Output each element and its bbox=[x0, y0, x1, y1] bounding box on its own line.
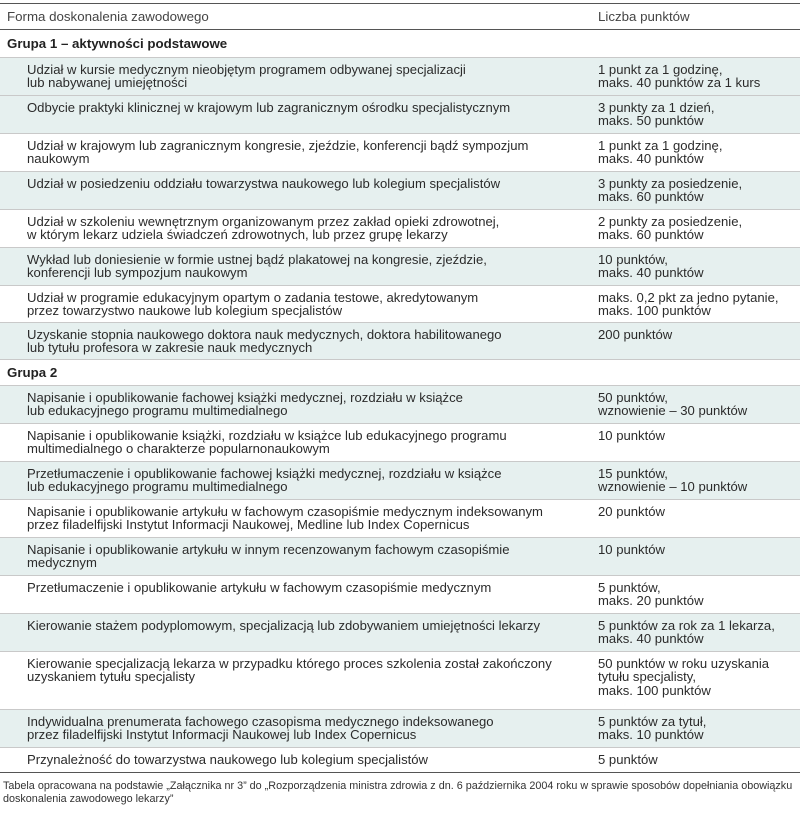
row-points: 5 punktów za tytuł, maks. 10 punktów bbox=[598, 714, 707, 743]
row-form: Uzyskanie stopnia naukowego doktora nauk medycznych, doktora habilitowanego lub tytułu profesora w zakresie nauk medycznych bbox=[27, 327, 502, 356]
row-points: 5 punktów bbox=[598, 752, 658, 767]
table-row bbox=[0, 748, 800, 773]
group-2-title: Grupa 2 bbox=[7, 365, 58, 380]
row-points: 10 punktów, maks. 40 punktów bbox=[598, 252, 704, 281]
row-points: 3 punkty za 1 dzień, maks. 50 punktów bbox=[598, 100, 715, 129]
table-row bbox=[0, 576, 800, 614]
table-row bbox=[0, 386, 800, 424]
table-row bbox=[0, 614, 800, 652]
row-form: Udział w szkoleniu wewnętrznym organizowanym przez zakład opieki zdrowotnej, w którym lekarz udziela świadczeń zdrowotnych, lub przez grupę lekarzy bbox=[27, 214, 500, 243]
row-points: 200 punktów bbox=[598, 327, 673, 342]
row-form: Udział w krajowym lub zagranicznym kongresie, zjeździe, konferencji bądź sympozjum naukowym bbox=[27, 138, 529, 167]
row-points: 3 punkty za posiedzenie, maks. 60 punktów bbox=[598, 176, 743, 205]
table-row bbox=[0, 248, 800, 286]
table-row bbox=[0, 652, 800, 710]
row-form: Kierowanie specjalizacją lekarza w przypadku którego proces szkolenia został zakończony uzyskaniem tytułu specjalisty bbox=[27, 656, 552, 685]
table-row bbox=[0, 96, 800, 134]
table-row bbox=[0, 538, 800, 576]
table-row bbox=[0, 58, 800, 96]
row-form: Przetłumaczenie i opublikowanie artykułu w fachowym czasopiśmie medycznym bbox=[27, 580, 492, 595]
row-points: 1 punkt za 1 godzinę, maks. 40 punktów za 1 kurs bbox=[598, 62, 761, 91]
table-footnote: Tabela opracowana na podstawie „Załącznika nr 3” do „Rozporządzenia ministra zdrowia z dn. 6 października 2004 roku w sprawie sposobów dopełniania obowiązku doskonalenia zawodowego lekarzy” bbox=[3, 780, 793, 805]
table-row bbox=[0, 710, 800, 748]
row-form: Napisanie i opublikowanie artykułu w fachowym czasopiśmie medycznym indeksowanym przez filadelfijski Instytut Informacji Naukowej, Medline lub Index Copernicus bbox=[27, 504, 543, 533]
table-row bbox=[0, 172, 800, 210]
header-points: Liczba punktów bbox=[598, 9, 690, 24]
table-row bbox=[0, 210, 800, 248]
row-form: Napisanie i opublikowanie książki, rozdziału w książce lub edukacyjnego programu multimedialnego o charakterze popularnonaukowym bbox=[27, 428, 507, 457]
row-points: 50 punktów w roku uzyskania tytułu specjalisty, maks. 100 punktów bbox=[598, 656, 770, 698]
table-row bbox=[0, 424, 800, 462]
group-1-title: Grupa 1 – aktywności podstawowe bbox=[7, 36, 228, 51]
row-points: 50 punktów, wznowienie – 30 punktów bbox=[598, 390, 748, 419]
row-form: Udział w programie edukacyjnym opartym o zadania testowe, akredytowanym przez towarzystwo naukowe lub kolegium specjalistów bbox=[27, 290, 479, 319]
row-points: 5 punktów za rok za 1 lekarza, maks. 40 punktów bbox=[598, 618, 775, 647]
row-form: Udział w posiedzeniu oddziału towarzystwa naukowego lub kolegium specjalistów bbox=[27, 176, 501, 191]
row-form: Napisanie i opublikowanie artykułu w innym recenzowanym fachowym czasopiśmie medycznym bbox=[27, 542, 510, 571]
row-points: 10 punktów bbox=[598, 428, 665, 443]
group-2-heading bbox=[0, 360, 800, 386]
row-points: 20 punktów bbox=[598, 504, 665, 519]
row-points: 1 punkt za 1 godzinę, maks. 40 punktów bbox=[598, 138, 723, 167]
table-row bbox=[0, 286, 800, 323]
row-points: 5 punktów, maks. 20 punktów bbox=[598, 580, 704, 609]
row-form: Wykład lub doniesienie w formie ustnej bądź plakatowej na kongresie, zjeździe, konferencji lub sympozjum naukowym bbox=[27, 252, 487, 281]
table-row bbox=[0, 134, 800, 172]
row-form: Napisanie i opublikowanie fachowej książki medycznej, rozdziału w książce lub edukacyjnego programu multimedialnego bbox=[27, 390, 463, 419]
row-points: 15 punktów, wznowienie – 10 punktów bbox=[598, 466, 748, 495]
row-points: 10 punktów bbox=[598, 542, 665, 557]
row-form: Przetłumaczenie i opublikowanie fachowej książki medycznej, rozdziału w książce lub edukacyjnego programu multimedialnego bbox=[27, 466, 502, 495]
row-points: 2 punkty za posiedzenie, maks. 60 punktów bbox=[598, 214, 743, 243]
row-form: Odbycie praktyki klinicznej w krajowym lub zagranicznym ośrodku specjalistycznym bbox=[27, 100, 511, 115]
group-1-heading bbox=[0, 30, 800, 58]
row-form: Kierowanie stażem podyplomowym, specjalizacją lub zdobywaniem umiejętności lekarzy bbox=[27, 618, 541, 633]
row-form: Udział w kursie medycznym nieobjętym programem odbywanej specjalizacji lub nabywanej umiejętności bbox=[27, 62, 466, 91]
row-points: maks. 0,2 pkt za jedno pytanie, maks. 100 punktów bbox=[598, 290, 779, 319]
table-row bbox=[0, 323, 800, 360]
table-row bbox=[0, 462, 800, 500]
table-header bbox=[0, 3, 800, 30]
row-form: Przynależność do towarzystwa naukowego lub kolegium specjalistów bbox=[27, 752, 429, 767]
row-form: Indywidualna prenumerata fachowego czasopisma medycznego indeksowanego przez filadelfijski Instytut Informacji Naukowej lub Index Copernicus bbox=[27, 714, 494, 743]
header-form: Forma doskonalenia zawodowego bbox=[7, 9, 209, 24]
points-table bbox=[0, 3, 800, 773]
table-row bbox=[0, 500, 800, 538]
